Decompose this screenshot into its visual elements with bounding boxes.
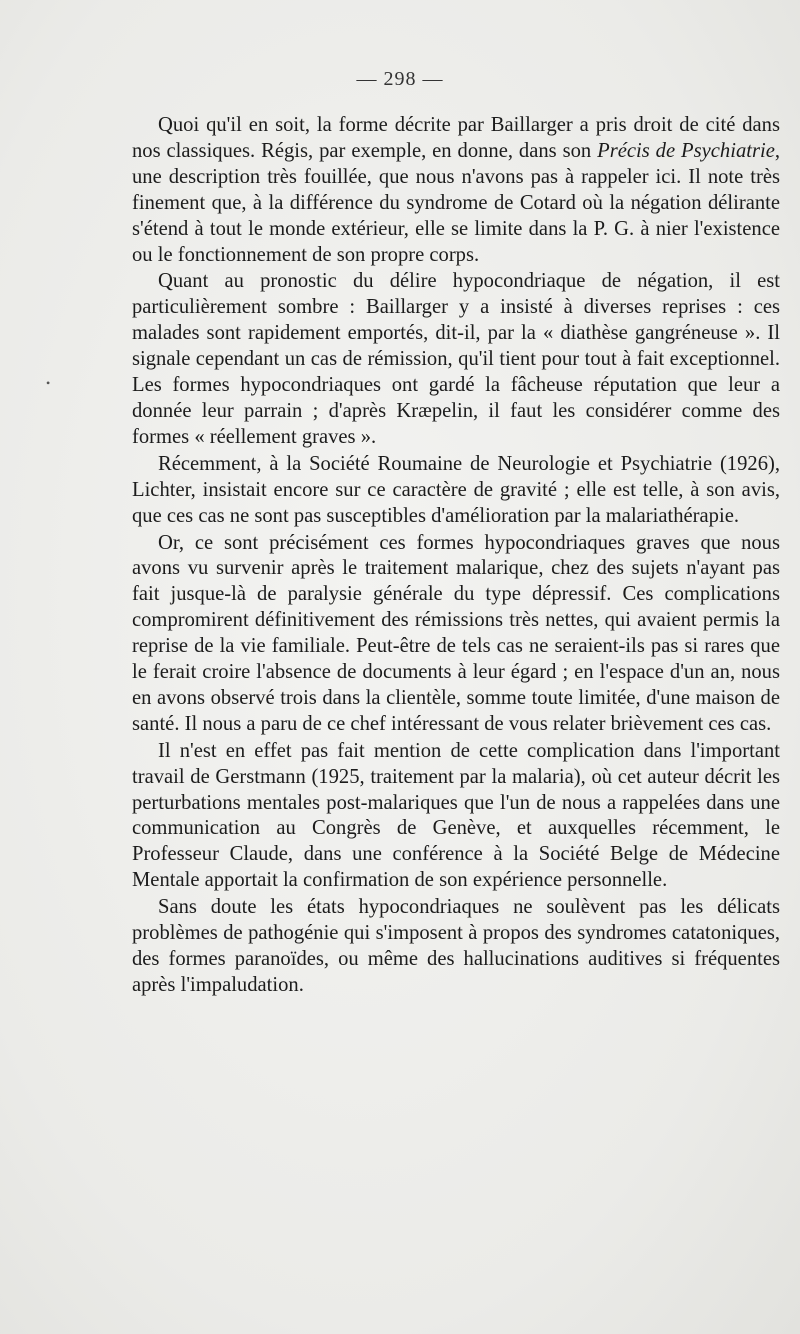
paragraph	[132, 739, 780, 894]
book-title-text: Précis de Psychiatrie	[597, 139, 775, 162]
paragraph-text: Quoi qu'il en soit, la forme décrite par Baillarger a pris droit de cité dans nos classiques. Régis, par exemple, en donne, dans son	[132, 114, 780, 162]
paragraph-text: Il n'est en effet pas fait mention de cette complication dans l'important travail de Gerstmann (1925, traitement par la malaria), où cet auteur décrit les perturbations mentales post-malariques que l'un de nous a rappelées dans une communication au Congrès de Genève, et auxquelles récemment, le Professeur Claude, dans une conférence à la Société Belge de Médecine Mentale apportait la confirmation de son expérience personnelle.	[132, 739, 780, 892]
page-number: — 298 —	[356, 68, 444, 90]
paragraph	[132, 269, 780, 450]
paragraph	[132, 895, 780, 999]
paragraph	[132, 452, 780, 530]
body-text	[132, 113, 780, 999]
paragraph-text: Récemment, à la Société Roumaine de Neurologie et Psychiatrie (1926), Lichter, insistait encore sur ce caractère de gravité ; elle est telle, à son avis, que ces cas ne sont pas susceptibles d'amélioration par la malariathérapie.	[132, 452, 780, 527]
paragraph-text: Or, ce sont précisément ces formes hypocondriaques graves que nous avons vu survenir après le traitement malarique, chez des sujets n'ayant pas fait jusque-là de paralysie générale du type dépressif. Ces complications compromirent définitivement des rémissions très nettes, qui avaient permis la reprise de la vie familiale. Peut-être de tels cas ne seraient-ils pas si rares que le ferait croire l'absence de documents à leur égard ; en l'espace d'un an, nous en avons observé trois dans la clientèle, somme toute limitée, d'une maison de santé. Il nous a paru de ce chef intéressant de vous relater brièvement ces cas.	[132, 531, 780, 735]
margin-mark: •	[46, 376, 51, 390]
paragraph-text: , une description très fouillée, que nous n'avons pas à rappeler ici. Il note très finement que, à la différence du syndrome de Cotard où la négation délirante s'étend à tout le monde extérieur, elle se limite dans la P. G. à nier l'existence ou le fonctionnement de son propre corps.	[132, 139, 780, 266]
paragraph-text: Quant au pronostic du délire hypocondriaque de négation, il est particulièrement sombre : Baillarger y a insisté à diverses reprises : ces malades sont rapidement emportés, dit-il, par la « diathèse gangréneuse ». Il signale cependant un cas de rémission, qu'il tient pour tout à fait exceptionnel. Les formes hypocondriaques ont gardé la fâcheuse réputation que leur a donnée leur parrain ; d'après Kræpelin, il faut les considérer comme des formes « réellement graves ».	[132, 270, 780, 448]
paragraph-text: Sans doute les états hypocondriaques ne soulèvent pas les délicats problèmes de pathogénie qui s'imposent à propos des syndromes catatoniques, des formes paranoïdes, ou même des hallucinations auditives si fréquentes après l'impaludation.	[132, 896, 780, 996]
paragraph	[132, 531, 780, 738]
paragraph	[132, 113, 780, 268]
